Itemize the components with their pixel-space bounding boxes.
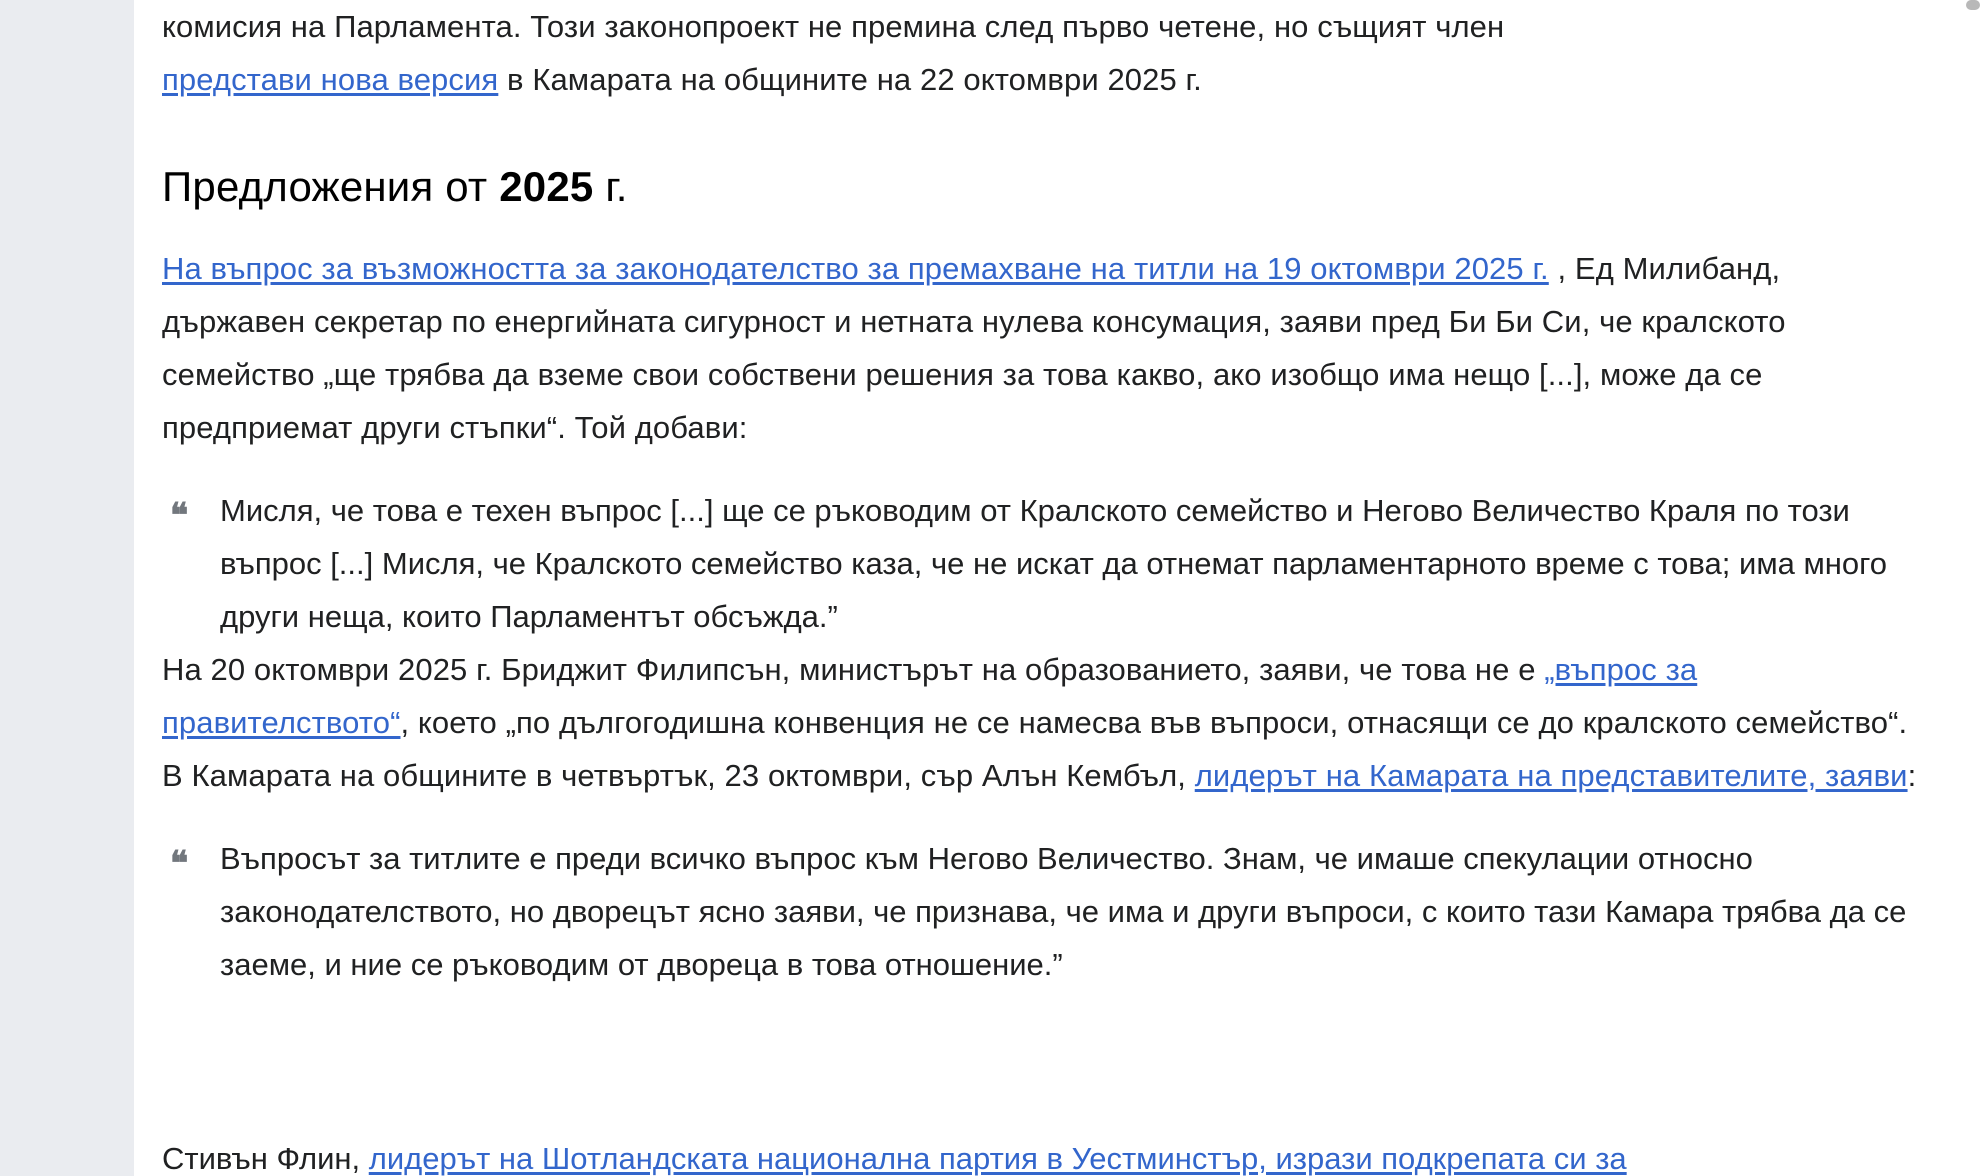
blockquote-2	[162, 832, 1932, 991]
section-heading-suffix: г.	[593, 163, 628, 210]
section-heading	[162, 158, 1932, 216]
paragraph-2-part2: , което „по дългогодишна конвенция не се намесва във въпроси, отнасящи се до кралското семейство“. В Камарата на общините в четвъртък, 23 октомври, сър Алън Кембъл,	[162, 705, 1908, 793]
paragraph-1	[162, 242, 1932, 454]
paragraph-3-clipped	[134, 1132, 1962, 1176]
paragraph-1-body: , Ед Милибанд, държавен секретар по енергийната сигурност и нетната нулева консумация, заяви пред Би Би Си, че кралското семейство „ще трябва да вземе свои собствени решения за това какво, ако изобщо има нещо [...], може да се предприемат други стъпки“. Той добави:	[162, 251, 1786, 445]
section-heading-year: 2025	[499, 163, 594, 210]
top-paragraph-after-link: в Камарата на общините на 22 октомври 2025 г.	[507, 62, 1202, 97]
link-question-about-legislation[interactable]: На въпрос за възможността за законодателство за премахване на титли на 19 октомври 2025 г.	[162, 251, 1549, 286]
blockquote-2-text: Въпросът за титлите е преди всичко въпрос към Негово Величество. Знам, че имаше спекулации относно законодателството, но дворецът ясно заяви, че признава, че има и други въпроси, с които тази Камара трябва да се заеме, и ние се ръководим от двореца в това отношение.”	[220, 841, 1907, 982]
link-matter-for-government[interactable]: „въпрос за правителството“	[162, 652, 1698, 740]
right-scrollbar-track[interactable]	[1962, 0, 1984, 1176]
link-snp-westminster-leader[interactable]: лидерът на Шотландската национална партия в Уестминстър, изрази подкрепата си за	[368, 1141, 1627, 1176]
top-paragraph-line1: комисия на Парламента. Този законопроект не премина след първо четене, но същият член	[162, 9, 1505, 44]
link-leader-of-the-house[interactable]: лидерът на Камарата на представителите, заяви	[1194, 758, 1908, 793]
section-heading-prefix: Предложения от	[162, 163, 500, 210]
paragraph-2-part1: На 20 октомври 2025 г. Бриджит Филипсън, министърът на образованието, заяви, че това не е	[162, 652, 1545, 687]
left-gutter	[0, 0, 134, 1176]
blockquote-1	[162, 484, 1932, 643]
paragraph-2-part3: :	[1907, 758, 1917, 793]
quote-mark-icon: ❝	[170, 846, 189, 883]
paragraph-2	[162, 643, 1932, 802]
top-paragraph	[162, 0, 1932, 106]
blockquote-1-text: Мисля, че това е техен въпрос [...] ще се ръководим от Кралското семейство и Негово Величество Краля по този въпрос [...] Мисля, че Кралското семейство каза, че не искат да отнемат парламентарното време с това; има много други неща, които Парламентът обсъжда.”	[220, 493, 1888, 634]
quote-mark-icon: ❝	[170, 498, 189, 535]
link-presented-new-version[interactable]: представи нова версия	[162, 62, 499, 97]
article-content	[134, 0, 1962, 1176]
paragraph-3-part1: Стивън Флин,	[162, 1141, 369, 1176]
scrollbar-thumb[interactable]	[1966, 0, 1980, 10]
